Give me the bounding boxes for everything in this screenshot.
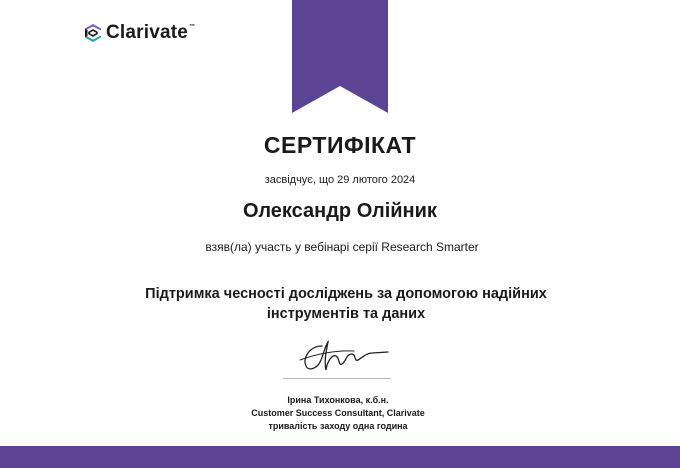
trademark-symbol: ™ xyxy=(189,24,196,30)
signer-block xyxy=(0,394,678,433)
certificate-title: СЕРТИФІКАТ xyxy=(263,132,417,158)
topic-line-1: Підтримка чесності досліджень за допомогою надійних xyxy=(145,286,547,302)
footer-bar xyxy=(0,446,680,468)
signature-line xyxy=(283,378,391,379)
handwritten-signature xyxy=(296,336,396,376)
topic-line-2: інструментів та даних xyxy=(266,306,426,322)
clarivate-logo xyxy=(84,22,195,44)
signer-name: Ірина Тихонкова, к.б.н. xyxy=(287,395,389,405)
clarivate-logo-icon xyxy=(84,23,102,43)
participation-text: взяв(ла) участь у вебінарі серії Research Smarter xyxy=(205,240,479,254)
signer-role: Customer Success Consultant, Clarivate xyxy=(251,408,425,418)
recipient-name: Олександр Олійник xyxy=(243,200,437,222)
brand-name: Clarivate xyxy=(106,22,189,43)
webinar-topic xyxy=(6,284,680,324)
certificate-ribbon xyxy=(292,0,388,113)
certifies-date-text: засвідчує, що 29 лютого 2024 xyxy=(264,174,416,186)
event-duration: тривалість заходу одна година xyxy=(268,421,408,431)
